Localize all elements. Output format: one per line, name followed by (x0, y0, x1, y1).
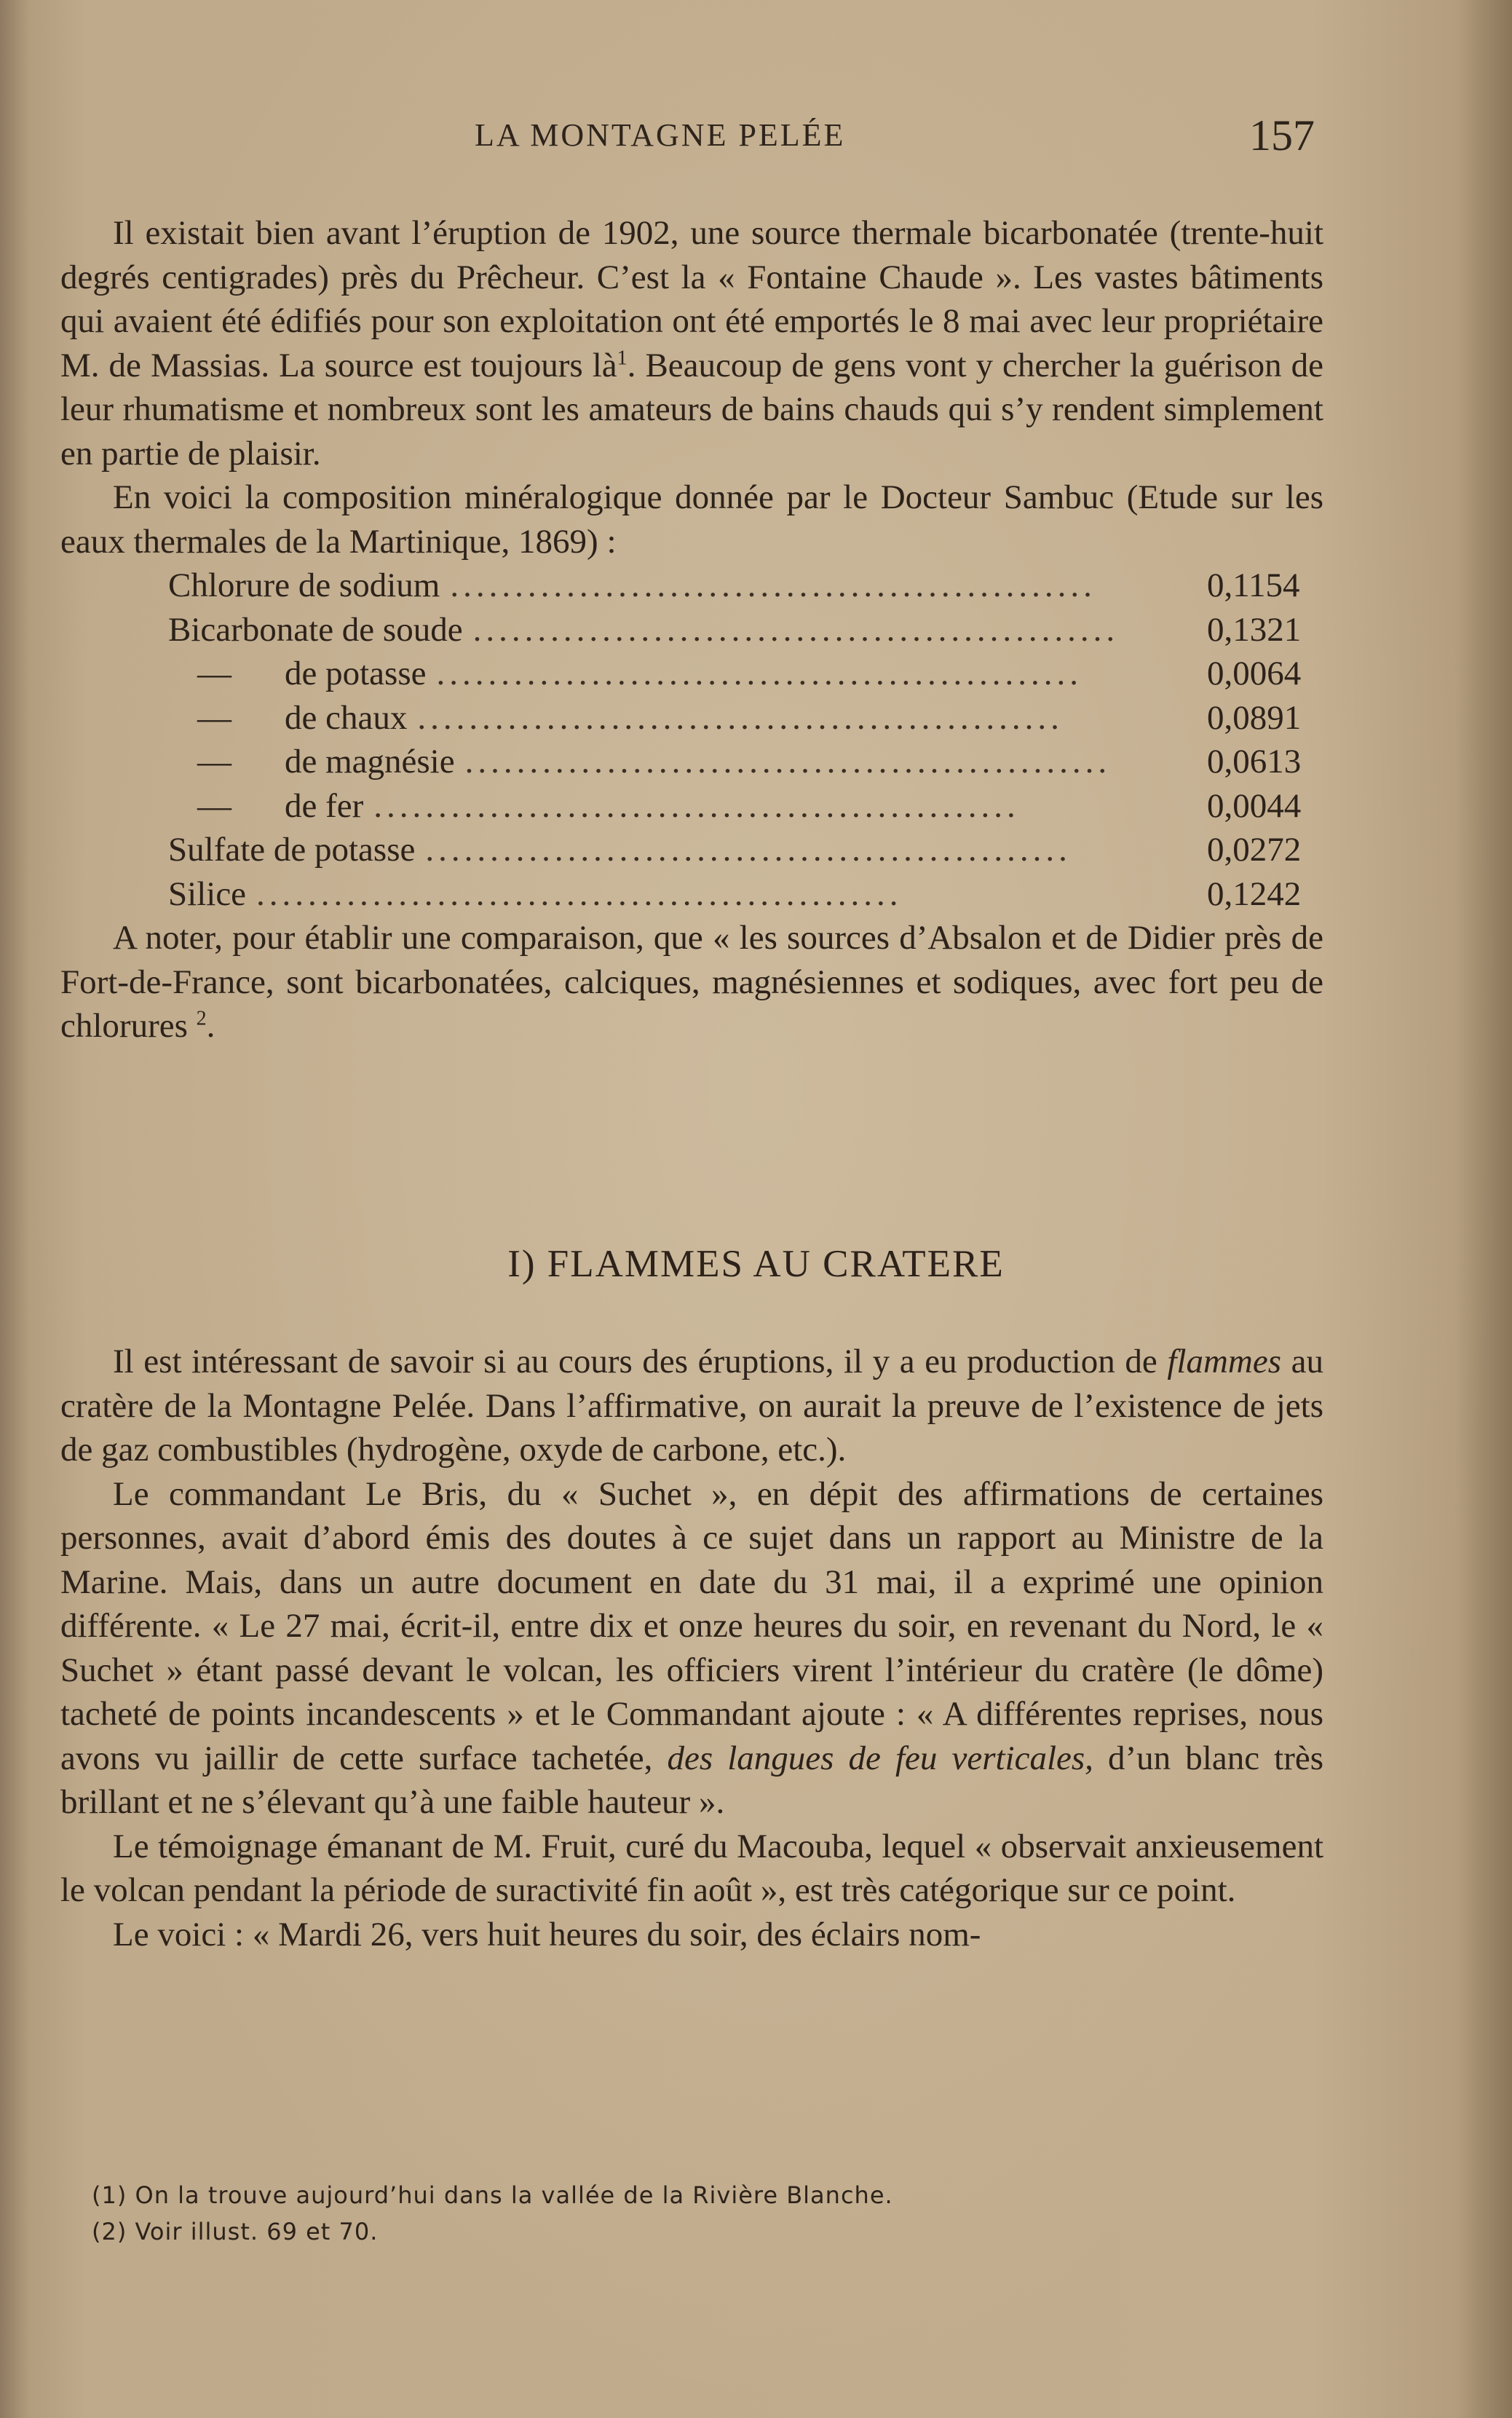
paragraph-text: Il est intéressant de savoir si au cours des éruptions, il y a eu production de (113, 1343, 1157, 1380)
mineral-name: de chaux (285, 698, 408, 737)
mineral-value: 0,0064 (1207, 655, 1302, 692)
paragraph-text: A noter, pour établir une comparaison, que « les sources d’Absalon et de Didier près de Fort-de-France, sont bicarbonatées, calciques, magnésiennes et sodiques, avec fort peu de chlorures (60, 919, 1323, 1045)
leader-dots: .................................................. (373, 786, 1020, 825)
italic-text: des langues de feu verticales, (667, 1739, 1093, 1777)
table-row (168, 740, 1323, 784)
ditto-dash: — (197, 655, 231, 692)
leader-dots: .................................................. (450, 566, 1096, 604)
footnote-1: (1) On la trouve aujourd’hui dans la vallée de la Rivière Blanche. (92, 2181, 893, 2209)
footnote-2: (2) Voir illust. 69 et 70. (92, 2218, 379, 2245)
paragraph-composition: En voici la composition minéralogique donnée par le Docteur Sambuc (Etude sur les eaux thermales de la Martinique, 1869) : (60, 478, 1323, 561)
table-row (168, 652, 1323, 696)
footnote-ref-1: 1 (617, 346, 628, 369)
table-row (168, 828, 1323, 872)
mineral-value: 0,0891 (1207, 698, 1302, 737)
paragraph-text: . (206, 1007, 215, 1045)
paragraph-text: d’un blanc très brillant et ne s’élevant qu’à une faible hauteur ». (60, 1739, 1323, 1821)
leader-dots: .................................................. (256, 874, 903, 913)
mineral-value: 0,1154 (1207, 566, 1300, 604)
section-heading: I) FLAMMES AU CRATERE (507, 1243, 1005, 1285)
paragraph-flammes (60, 1340, 1323, 1472)
mineral-name: Silice (168, 874, 247, 913)
paragraph-text: . Beaucoup de gens vont y chercher la guérison de leur rhumatisme et nombreux sont les amateurs de bains chauds qui s’y rendent simplement en partie de plaisir. (60, 346, 1324, 473)
table-row (168, 608, 1323, 652)
paragraph-voici: Le voici : « Mardi 26, vers huit heures du soir, des éclairs nom- (113, 1915, 981, 1953)
leader-dots: .................................................. (417, 698, 1064, 737)
footnotes (92, 2177, 1184, 2250)
page-header (0, 108, 1512, 166)
paragraph-fontaine-chaude (60, 211, 1323, 475)
leader-dots: .................................................. (472, 610, 1120, 649)
ditto-dash: — (197, 743, 231, 781)
mineral-name: Sulfate de potasse (168, 831, 416, 869)
mineral-name: de fer (285, 786, 364, 825)
ditto-dash: — (197, 786, 231, 825)
mineral-value: 0,0272 (1207, 831, 1302, 869)
leader-dots: .................................................. (425, 831, 1072, 869)
page-body (60, 211, 1323, 1048)
mineral-value: 0,1321 (1207, 610, 1302, 649)
table-row (168, 872, 1323, 917)
table-row (168, 784, 1323, 829)
mineral-name: de potasse (285, 655, 427, 692)
section-body (60, 1340, 1323, 1956)
paragraph-fruit: Le témoignage émanant de M. Fruit, curé du Macouba, lequel « observait anxieusement le volcan pendant la période de suractivité fin août », est très catégorique sur ce point. (60, 1827, 1323, 1909)
paragraph-text: Le commandant Le Bris, du « Suchet », en dépit des affirmations de certaines personnes, avait d’abord émis des doutes à ce sujet dans un rapport au Ministre de la Marine. Mais, dans un autre document en date du 31 mai, il a exprimé une opinion différente. « Le 27 mai, écrit-il, entre dix et onze heures du soir, en revenant du Nord, le « Suchet » étant passé devant le volcan, les officiers virent l’intérieur du cratère (le dôme) tacheté de points incandescents » et le Commandant ajoute : « A différentes reprises, nous avons vu jaillir de cette surface tachetée, (60, 1474, 1323, 1777)
mineral-name: Bicarbonate de soude (168, 610, 463, 649)
mineral-value: 0,0613 (1207, 743, 1302, 781)
paragraph-le-bris (60, 1472, 1323, 1825)
mineral-composition-table (60, 564, 1323, 916)
running-title: LA MONTAGNE PELÉE (475, 117, 846, 153)
mineral-value: 0,1242 (1207, 874, 1302, 913)
leader-dots: .................................................. (436, 655, 1082, 692)
leader-dots: .................................................. (464, 743, 1112, 781)
paragraph-text: Il existait bien avant l’éruption de 1902, une source thermale bicarbonatée (trente-huit degrés centigrades) près du Prêcheur. C’est la « Fontaine Chaude ». Les vastes bâtiments qui avaient été édifiés pour son exploitation ont été emportés le 8 mai avec leur propriétaire M. de Massias. La source est toujours là (60, 214, 1323, 384)
table-row (168, 696, 1323, 740)
mineral-name: de magnésie (285, 743, 455, 781)
ditto-dash: — (197, 698, 231, 737)
italic-text: flammes (1167, 1343, 1282, 1380)
mineral-value: 0,0044 (1207, 786, 1302, 825)
paragraph-text: au cratère de la Montagne Pelée. Dans l’affirmative, on aurait la preuve de l’existence de jets de gaz combustibles (hydrogène, oxyde de carbone, etc.). (60, 1343, 1324, 1469)
table-row (168, 564, 1323, 608)
page-number: 157 (1249, 111, 1315, 159)
footnote-ref-2: 2 (196, 1007, 207, 1030)
mineral-name: Chlorure de sodium (168, 566, 440, 604)
paragraph-comparison (60, 916, 1323, 1048)
